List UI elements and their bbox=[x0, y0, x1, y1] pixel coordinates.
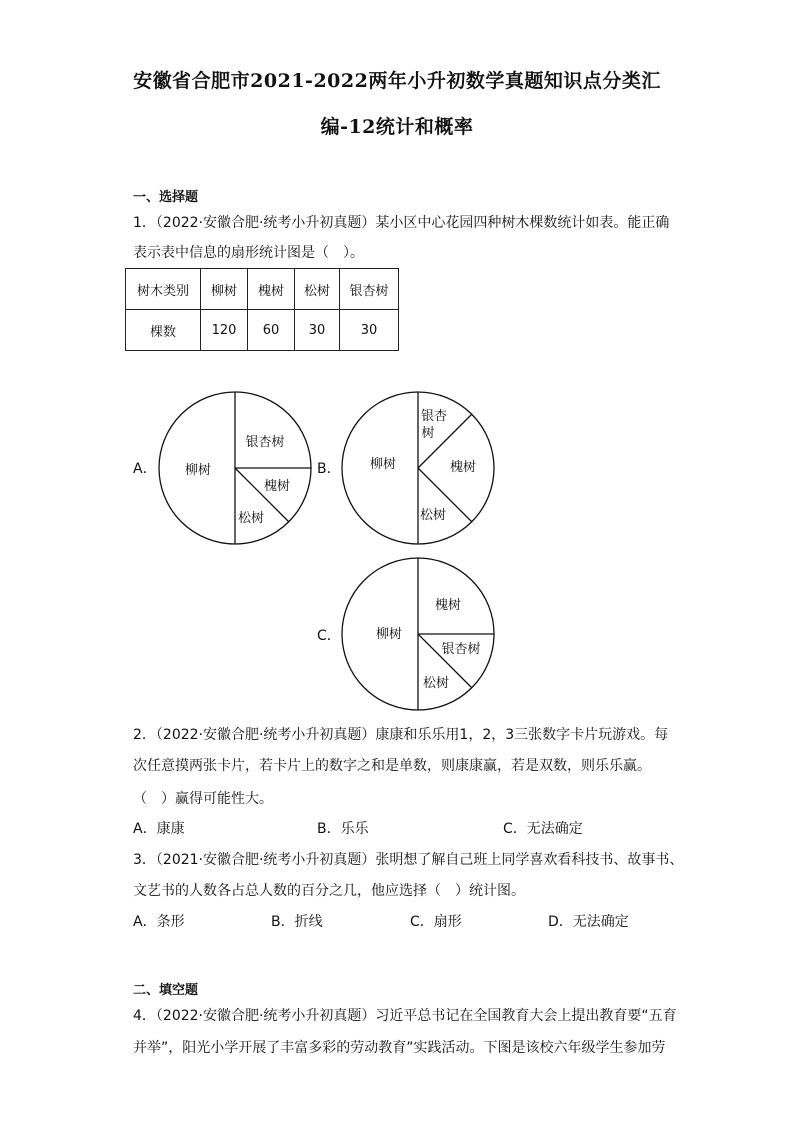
option-a-letter: A． bbox=[133, 461, 157, 477]
slice-label-ginkgo: 银杏 bbox=[420, 409, 448, 424]
table-header-cell: 柳树 bbox=[201, 269, 248, 310]
question-2-line-1: 2．（2022·安徽合肥·统考小升初真题）康康和乐乐用1，2，3三张数字卡片玩游戏。每 bbox=[133, 727, 669, 743]
question-2-line-3: （ ）赢得可能性大。 bbox=[133, 791, 273, 807]
option-c-letter: C． bbox=[317, 628, 341, 644]
page-title-line-2: 编-12统计和概率 bbox=[320, 116, 474, 138]
question-3-option-b: B．折线 bbox=[271, 914, 323, 930]
slice-label-locust: 槐树 bbox=[434, 598, 462, 613]
table-cell: 棵数 bbox=[126, 310, 201, 351]
question-3-option-d: D．无法确定 bbox=[548, 914, 629, 930]
table-header-cell: 银杏树 bbox=[340, 269, 399, 310]
question-4-line-2: 并举”，阳光小学开展了丰富多彩的劳动教育”实践活动。下图是该校六年级学生参加劳 bbox=[133, 1040, 666, 1056]
slice-label-pine: 松树 bbox=[419, 508, 447, 523]
slice-label-ginkgo: 银杏树 bbox=[245, 435, 285, 450]
table-cell: 30 bbox=[340, 310, 399, 351]
question-3-option-a: A．条形 bbox=[133, 914, 185, 930]
tree-count-table bbox=[125, 268, 399, 351]
question-3-line-1: 3．（2021·安徽合肥·统考小升初真题）张明想了解自己班上同学喜欢看科技书、故事书、 bbox=[133, 852, 684, 868]
section-heading-choice: 一、选择题 bbox=[133, 190, 199, 205]
slice-label-ginkgo: 银杏树 bbox=[441, 642, 481, 657]
pie-chart-option-a bbox=[158, 391, 312, 545]
question-4-line-1: 4．（2022·安徽合肥·统考小升初真题）习近平总书记在全国教育大会上提出教育要“五育 bbox=[133, 1008, 677, 1024]
table-cell: 120 bbox=[201, 310, 248, 351]
question-3-option-c: C．扇形 bbox=[410, 914, 462, 930]
slice-label-willow: 柳树 bbox=[369, 457, 397, 472]
pie-chart-option-c bbox=[341, 557, 495, 711]
question-2-option-c: C．无法确定 bbox=[503, 821, 583, 837]
table-header-cell: 槐树 bbox=[248, 269, 295, 310]
slice-label-locust: 槐树 bbox=[449, 460, 477, 475]
slice-label-locust: 槐树 bbox=[263, 479, 291, 494]
question-3-line-2: 文艺书的人数各占总人数的百分之几，他应选择（ ）统计图。 bbox=[133, 883, 525, 899]
page-title-line-1: 安徽省合肥市2021-2022两年小升初数学真题知识点分类汇 bbox=[133, 70, 661, 92]
question-1-line-1: 1．（2022·安徽合肥·统考小升初真题）某小区中心花园四种树木棵数统计如表。能正确 bbox=[133, 215, 670, 231]
table-cell: 60 bbox=[248, 310, 295, 351]
question-2-line-2: 次任意摸两张卡片，若卡片上的数字之和是单数，则康康赢，若是双数，则乐乐赢。 bbox=[133, 758, 651, 774]
table-header-cell: 松树 bbox=[295, 269, 340, 310]
table-cell: 30 bbox=[295, 310, 340, 351]
slice-label-willow: 柳树 bbox=[184, 463, 212, 478]
slice-label-pine: 松树 bbox=[237, 511, 265, 526]
table-header-cell: 树木类别 bbox=[126, 269, 201, 310]
slice-label-pine: 松树 bbox=[422, 676, 450, 691]
table-row bbox=[126, 310, 399, 351]
option-b-letter: B． bbox=[317, 461, 341, 477]
section-heading-fill-in: 二、填空题 bbox=[133, 983, 199, 998]
question-1-line-2: 表示表中信息的扇形统计图是（ ）。 bbox=[133, 245, 364, 261]
table-header-row bbox=[126, 269, 399, 310]
slice-label-ginkgo-wrap: 树 bbox=[421, 426, 435, 441]
question-2-option-b: B．乐乐 bbox=[317, 821, 369, 837]
question-2-option-a: A．康康 bbox=[133, 821, 185, 837]
slice-label-willow: 柳树 bbox=[375, 627, 403, 642]
pie-chart-option-b bbox=[341, 391, 495, 545]
